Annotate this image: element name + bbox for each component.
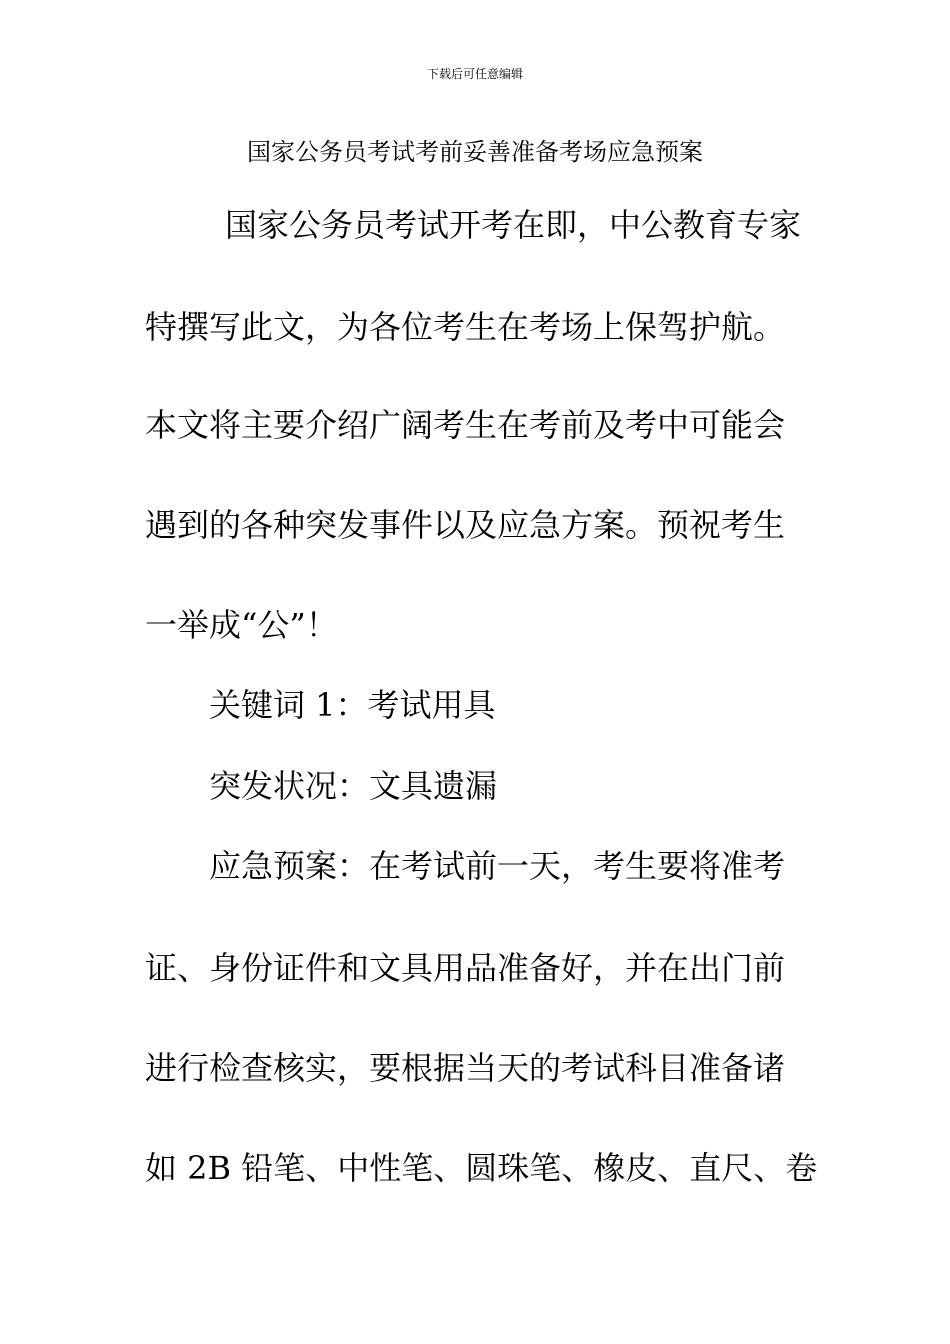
paragraph-line: 特撰写此文，为各位考生在考场上保驾护航。 [145,308,786,346]
document-title: 国家公务员考试考前妥善准备考场应急预案 [247,138,703,166]
situation-heading: 突发状况：文具遗漏 [209,767,498,805]
keyword-heading: 关键词 1：考试用具 [209,686,496,724]
paragraph-line: 应急预案：在考试前一天，考生要将准考 [209,847,786,885]
paragraph-line: 进行检查核实，要根据当天的考试科目准备诸 [145,1049,786,1087]
paragraph-line: 遇到的各种突发事件以及应急方案。预祝考生 [145,506,786,544]
paragraph-line: 国家公务员考试开考在即，中公教育专家 [225,206,802,244]
paragraph-line: 如 2B 铅笔、中性笔、圆珠笔、橡皮、直尺、卷 [145,1149,818,1187]
paragraph-line: 证、身份证件和文具用品准备好，并在出门前 [145,949,786,987]
paragraph-line: 本文将主要介绍广阔考生在考前及考中可能会 [145,406,786,444]
paragraph-line: 一举成“公”！ [145,606,338,644]
header-note: 下载后可任意编辑 [426,67,523,81]
